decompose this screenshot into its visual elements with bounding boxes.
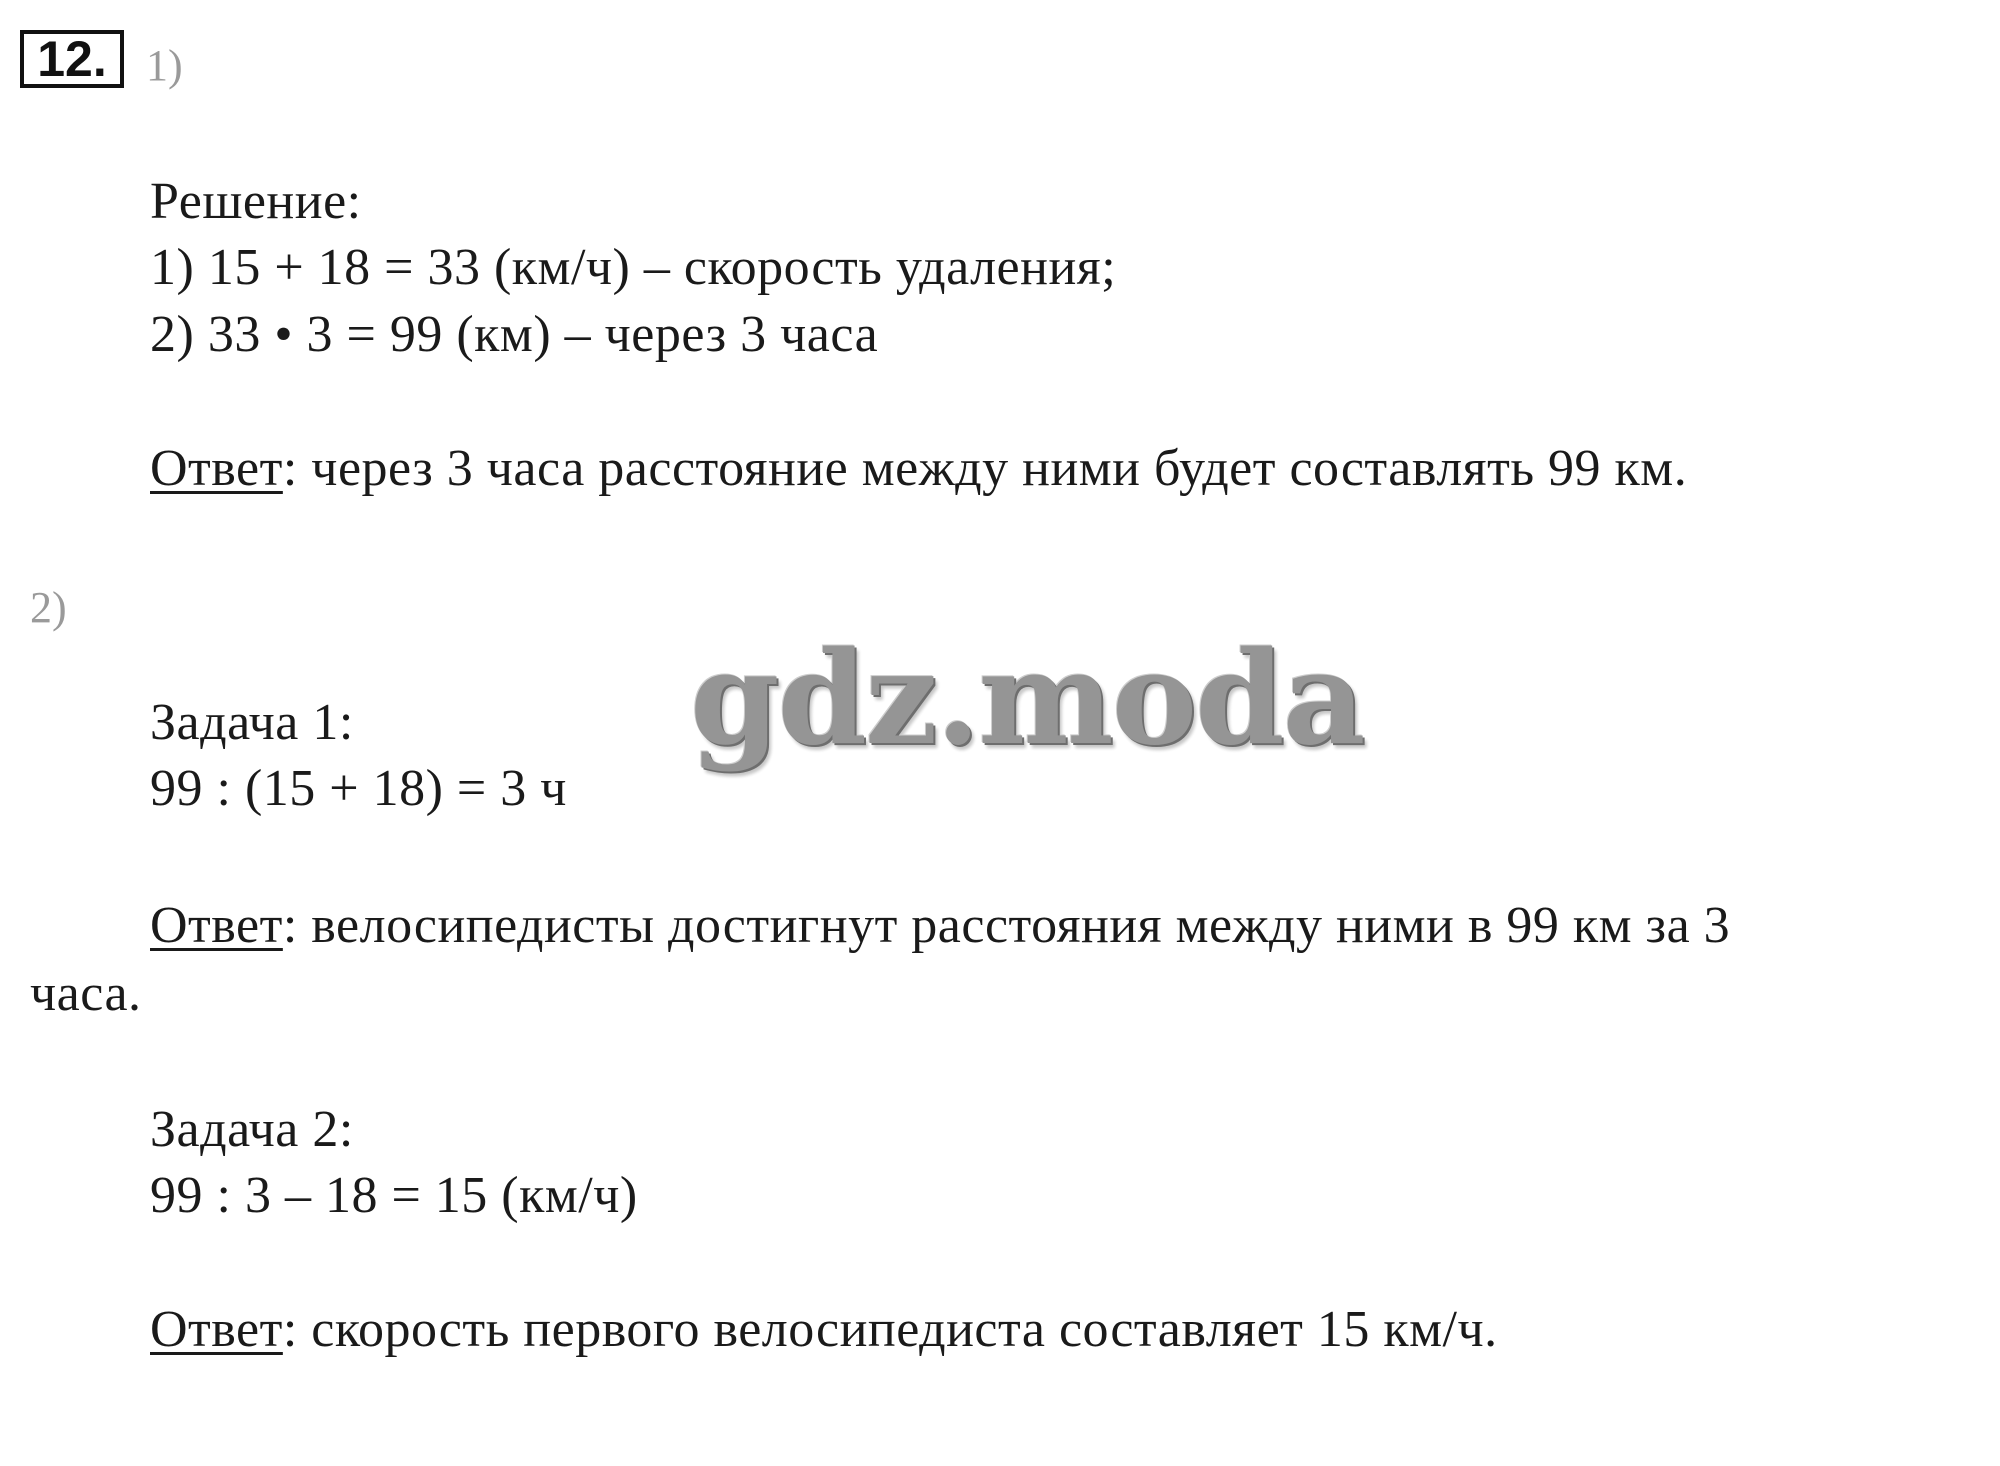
problem-1-formula: 99 : (15 + 18) = 3 ч	[150, 760, 567, 817]
solution-step-2: 2) 33 • 3 = 99 (км) – через 3 часа	[150, 306, 879, 363]
answer-text: : через 3 часа расстояние между ними будет составлять 99 км.	[282, 440, 1688, 497]
answer-2	[150, 897, 1731, 954]
answer-label: Ответ	[150, 1301, 283, 1358]
answer-label: Ответ	[150, 440, 283, 497]
problem-2-formula: 99 : 3 – 18 = 15 (км/ч)	[150, 1167, 638, 1224]
answer-text: : скорость первого велосипедиста составляет 15 км/ч.	[282, 1301, 1498, 1358]
watermark-logo: gdz.moda	[690, 624, 1364, 774]
answer-text: : велосипедисты достигнут расстояния между ними в 99 км за 3	[282, 897, 1731, 954]
answer-label: Ответ	[150, 897, 283, 954]
answer-1	[150, 440, 1688, 497]
part1-label: 1)	[146, 41, 183, 90]
problem-2-heading: Задача 2:	[150, 1101, 354, 1158]
part2-label: 2)	[30, 583, 67, 632]
solution-heading: Решение:	[150, 173, 362, 230]
task-number-box: 12.	[20, 30, 124, 88]
solution-step-1: 1) 15 + 18 = 33 (км/ч) – скорость удаления;	[150, 239, 1117, 296]
answer-3	[150, 1301, 1498, 1358]
answer-2-continuation: часа.	[30, 965, 142, 1022]
problem-1-heading: Задача 1:	[150, 694, 354, 751]
